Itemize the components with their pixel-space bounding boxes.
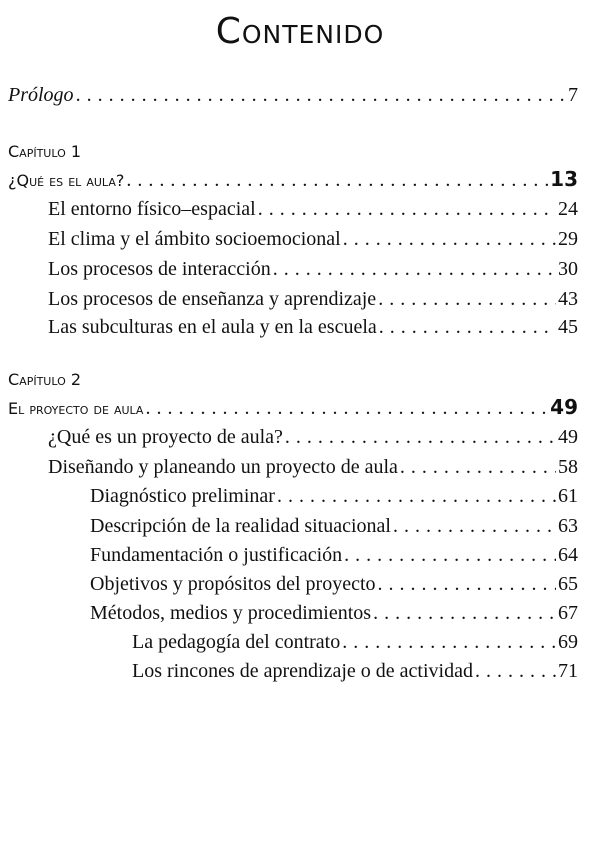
dot-leader (258, 194, 556, 224)
toc-entry-text: Descripción de la realidad situacional (90, 515, 391, 537)
toc-page-number: 65 (558, 573, 578, 595)
toc-entry[interactable] (48, 422, 578, 452)
dot-leader (273, 254, 556, 284)
toc-page-number: 71 (558, 660, 578, 682)
dot-leader (475, 656, 556, 686)
toc-page-number: 45 (558, 316, 578, 338)
dot-leader (378, 569, 556, 599)
toc-entry-text: Los procesos de enseñanza y aprendizaje (48, 288, 377, 310)
toc-page-number: 58 (558, 456, 578, 478)
dot-leader (343, 224, 556, 254)
toc-entry[interactable] (48, 224, 578, 254)
toc-entry-text: Fundamentación o justificación (90, 544, 343, 566)
toc-entry-text: Objetivos y propósitos del proyecto (90, 573, 376, 595)
dot-leader (145, 393, 548, 423)
toc-entry[interactable] (48, 284, 578, 314)
toc-page-number: 69 (558, 631, 578, 653)
toc-page-number: 61 (558, 485, 578, 507)
dot-leader (344, 540, 556, 570)
dot-leader (76, 80, 566, 110)
toc-page-number: 29 (558, 228, 578, 250)
chapter-title: ¿Qué es el aula? (8, 171, 125, 190)
chapter-title-row[interactable] (8, 164, 578, 194)
chapter-title: El proyecto de aula (8, 399, 144, 418)
toc-entry-text: Las subculturas en el aula y en la escuela (48, 316, 377, 338)
toc-entry-text: Prólogo (8, 84, 74, 106)
toc-page-number: 49 (550, 395, 578, 419)
dot-leader (400, 452, 556, 482)
toc-entry-text: Los procesos de interacción (48, 258, 271, 280)
toc-page-number: 7 (568, 84, 578, 106)
toc-page-number: 49 (558, 426, 578, 448)
toc-entry[interactable] (48, 312, 578, 342)
toc-subsubentry[interactable] (132, 656, 578, 686)
dot-leader (126, 165, 548, 195)
toc-subentry[interactable] (90, 540, 578, 570)
toc-entry[interactable] (48, 254, 578, 284)
toc-subsubentry[interactable] (132, 627, 578, 657)
toc-page-number: 63 (558, 515, 578, 537)
toc-entry[interactable] (48, 194, 578, 224)
toc-entry-text: Métodos, medios y procedimientos (90, 602, 372, 624)
toc-entry-text: Los rincones de aprendizaje o de actividad (132, 660, 473, 682)
toc-subentry[interactable] (90, 481, 578, 511)
toc-subentry[interactable] (90, 598, 578, 628)
chapter-title-row[interactable] (8, 392, 578, 422)
dot-leader (342, 627, 556, 657)
toc-page-number: 67 (558, 602, 578, 624)
toc-entry-prologue[interactable] (8, 80, 578, 110)
dot-leader (378, 284, 556, 314)
toc-page-number: 43 (558, 288, 578, 310)
toc-entry-text: El entorno físico–espacial (48, 198, 256, 220)
dot-leader (277, 481, 556, 511)
toc-page-number: 13 (550, 167, 578, 191)
dot-leader (379, 312, 556, 342)
toc-entry-text: ¿Qué es un proyecto de aula? (48, 426, 283, 448)
chapter-label: Capítulo 1 (8, 142, 82, 161)
dot-leader (285, 422, 556, 452)
toc-subentry[interactable] (90, 569, 578, 599)
dot-leader (393, 511, 556, 541)
toc-entry-text: Diseñando y planeando un proyecto de aula (48, 456, 398, 478)
toc-entry[interactable] (48, 452, 578, 482)
page-title: Contenido (215, 11, 385, 52)
toc-page-number: 64 (558, 544, 578, 566)
toc-page-number: 24 (558, 198, 578, 220)
toc-subentry[interactable] (90, 511, 578, 541)
toc-entry-text: La pedagogía del contrato (132, 631, 341, 653)
dot-leader (373, 598, 556, 628)
chapter-label: Capítulo 2 (8, 370, 82, 389)
toc-entry-text: Diagnóstico preliminar (90, 485, 275, 507)
toc-entry-text: El clima y el ámbito socioemocional (48, 228, 341, 250)
toc-page-number: 30 (558, 258, 578, 280)
